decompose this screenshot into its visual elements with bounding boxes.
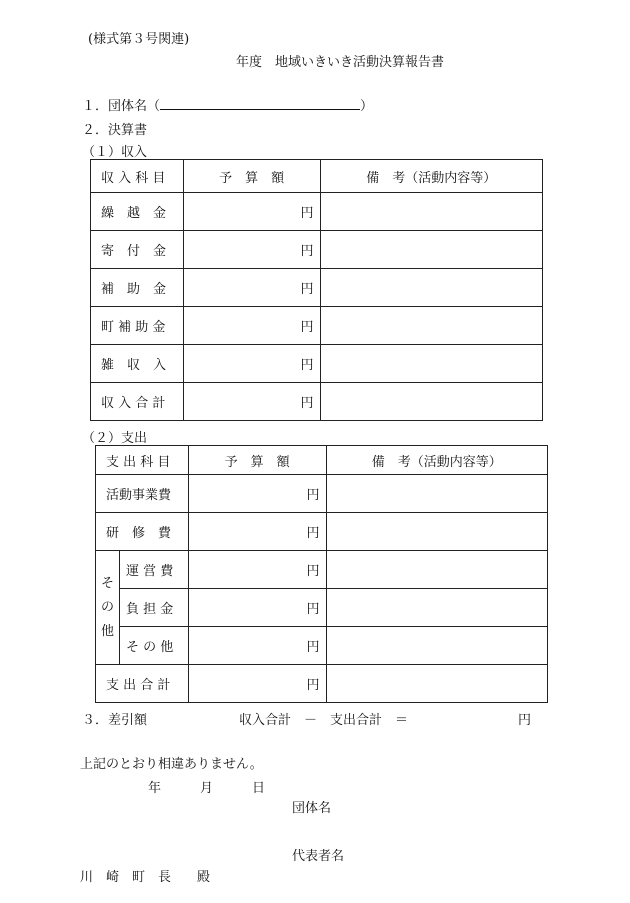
expense-amount-cell[interactable]: 円 [188,513,326,551]
org-name-close: ） [360,99,374,114]
expense-other-remarks[interactable] [326,627,547,665]
income-amount-cell[interactable]: 円 [183,231,320,269]
income-row-label: 町 補 助 金 [91,307,184,345]
income-remarks-cell[interactable] [320,231,542,269]
expense-row-label: 研 修 費 [96,513,189,551]
income-row [91,269,543,307]
other-group-char: の [100,599,114,615]
document-title: 年度 地域いきいき活動決算報告書 [236,55,445,70]
settlement-heading: ２．決算書 [82,123,148,138]
expense-other-row [96,627,548,665]
income-total-label: 収 入 合 計 [91,383,184,421]
income-caption: （１）収入 [82,145,148,160]
income-row [91,307,543,345]
income-col-remarks: 備 考（活動内容等） [320,160,542,193]
income-remarks-cell[interactable] [320,193,542,231]
expense-total-amount[interactable]: 円 [188,665,326,703]
balance-label: ３．差引額 [82,713,148,728]
income-remarks-cell[interactable] [320,269,542,307]
income-row [91,231,543,269]
org-name-row [82,95,373,114]
income-row-label: 寄 付 金 [91,231,184,269]
income-amount-cell[interactable]: 円 [183,307,320,345]
representative-name-label: 代表者名 [292,849,345,864]
other-group-label [96,551,120,665]
expense-remarks-cell[interactable] [326,513,547,551]
expense-other-remarks[interactable] [326,589,547,627]
expense-other-row [96,589,548,627]
income-row-label: 補 助 金 [91,269,184,307]
org-name-label: １．団体名（ [82,99,161,114]
expense-total-label: 支 出 合 計 [96,665,189,703]
date-line: 年 月 日 [148,781,266,796]
addressee: 川 崎 町 長 殿 [80,870,211,885]
certification-statement: 上記のとおり相違ありません。 [80,757,263,772]
income-amount-cell[interactable]: 円 [183,269,320,307]
expense-total-remarks[interactable] [326,665,547,703]
income-total-remarks[interactable] [320,383,542,421]
expense-remarks-cell[interactable] [326,475,547,513]
expense-header-row [96,446,548,475]
expense-other-row [96,551,548,589]
expense-other-amount[interactable]: 円 [188,589,326,627]
expense-row-label: 活動事業費 [96,475,189,513]
other-group-char: そ [100,575,114,591]
expense-other-label: そ の 他 [119,627,188,665]
income-row-label: 繰 越 金 [91,193,184,231]
expense-table [95,445,548,703]
income-col-budget: 予 算 額 [183,160,320,193]
form-reference: (様式第３号関連) [88,32,190,47]
income-remarks-cell[interactable] [320,307,542,345]
income-amount-cell[interactable]: 円 [183,345,320,383]
expense-other-amount[interactable]: 円 [188,627,326,665]
income-col-subject: 収 入 科 目 [91,160,184,193]
income-row-label: 雑 収 入 [91,345,184,383]
expense-row [96,475,548,513]
income-total-amount[interactable]: 円 [183,383,320,421]
expense-other-remarks[interactable] [326,551,547,589]
other-group-char: 他 [100,623,114,639]
expense-row [96,513,548,551]
income-table [90,159,543,421]
income-remarks-cell[interactable] [320,345,542,383]
income-total-row [91,383,543,421]
balance-formula: 収入合計 － 支出合計 ＝ [239,713,409,728]
org-name-signature-label: 団体名 [292,801,332,816]
income-amount-cell[interactable]: 円 [183,193,320,231]
balance-unit: 円 [518,713,532,728]
expense-amount-cell[interactable]: 円 [188,475,326,513]
expense-other-label: 運 営 費 [119,551,188,589]
expense-total-row [96,665,548,703]
expense-other-label: 負 担 金 [119,589,188,627]
expense-caption: （２）支出 [82,431,148,446]
income-row [91,193,543,231]
expense-col-remarks: 備 考（活動内容等） [326,446,547,475]
income-header-row [91,160,543,193]
expense-col-budget: 予 算 額 [188,446,326,475]
income-row [91,345,543,383]
org-name-field[interactable] [160,95,360,110]
expense-other-amount[interactable]: 円 [188,551,326,589]
expense-col-subject: 支 出 科 目 [96,446,189,475]
